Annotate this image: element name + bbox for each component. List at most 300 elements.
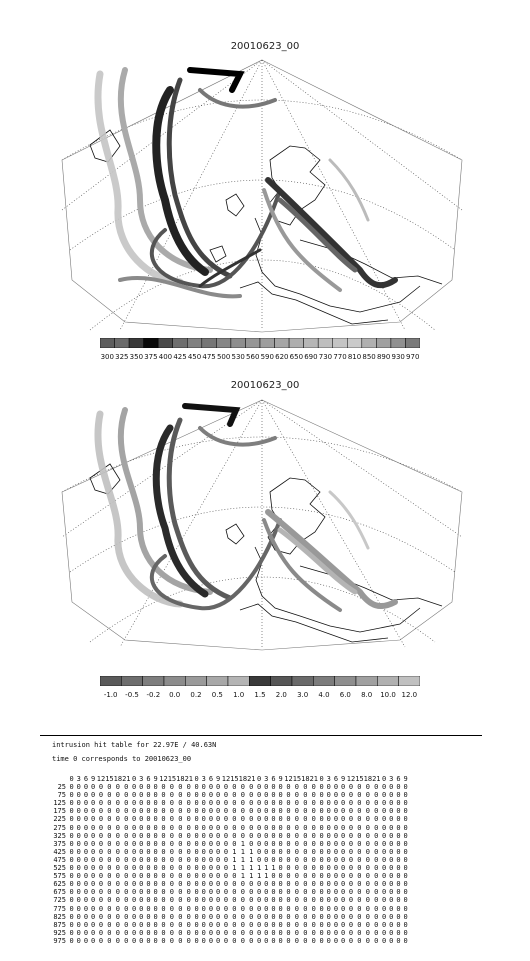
- hit-cell: 0: [139, 855, 144, 864]
- hit-cell: 0: [91, 936, 96, 945]
- hit-cell: 0: [389, 823, 394, 832]
- hit-cell: 0: [161, 783, 166, 792]
- hit-cell: 0: [278, 807, 283, 816]
- hit-cell: 0: [107, 791, 112, 800]
- hit-cell: 0: [341, 936, 346, 945]
- hit-cell: 0: [264, 807, 269, 816]
- hit-cell: 0: [381, 880, 387, 889]
- hit-cell: 0: [256, 799, 262, 808]
- hit-cell: 0: [256, 831, 262, 840]
- hit-cell: 0: [161, 839, 166, 848]
- colorbar-swatch: [333, 338, 348, 348]
- hit-cell: 0: [271, 831, 276, 840]
- hit-cell: 0: [341, 791, 346, 800]
- colorbar-swatch: [216, 338, 231, 348]
- hit-cell: 0: [201, 855, 206, 864]
- colorbar-swatch: [228, 676, 249, 686]
- hit-cell: 0: [333, 904, 339, 913]
- hit-cell: 0: [201, 839, 206, 848]
- hit-cell: 0: [107, 936, 112, 945]
- hit-cell: 0: [186, 823, 191, 832]
- hit-cell: 0: [146, 864, 151, 873]
- hit-cell: 0: [76, 839, 81, 848]
- colorbar-label: 2.0: [275, 691, 287, 699]
- hit-cell: 0: [201, 920, 206, 929]
- map-title-1: 20010623_00: [230, 41, 300, 52]
- hit-cell: 0: [83, 791, 89, 800]
- hit-cell: 0: [303, 920, 308, 929]
- hit-cell: 0: [169, 928, 175, 937]
- hit-cell: 0: [333, 855, 339, 864]
- hit-cell: 0: [161, 880, 166, 889]
- hit-cell: 0: [76, 799, 81, 808]
- hit-cell: 0: [186, 936, 191, 945]
- hit-cell: 0: [83, 872, 89, 881]
- hit-cell: 0: [333, 823, 339, 832]
- hit-cell: 0: [201, 791, 206, 800]
- table-row: [44, 864, 409, 872]
- column-header: 0: [381, 775, 387, 783]
- hit-cell: 0: [333, 896, 339, 905]
- hit-cell: 0: [333, 888, 339, 897]
- hit-cell: 0: [69, 920, 74, 929]
- hit-cell: 0: [365, 888, 370, 897]
- hit-cell: 0: [208, 912, 214, 921]
- hit-cell: 0: [194, 807, 199, 816]
- hit-cell: 0: [381, 904, 387, 913]
- colorbar-label: 475: [202, 353, 216, 361]
- hit-cell: 0: [396, 855, 401, 864]
- colorbar-label: 0.0: [169, 691, 181, 699]
- hit-cell: 0: [194, 847, 199, 856]
- colorbar-label: 6.0: [339, 691, 351, 699]
- column-header: 15: [292, 775, 302, 783]
- column-header: 9: [153, 775, 158, 783]
- hit-cell: 1: [240, 847, 245, 856]
- hit-cell: 0: [278, 823, 283, 832]
- hit-cell: 0: [98, 872, 104, 881]
- hit-cell: 0: [107, 799, 112, 808]
- colorbar-swatch: [304, 338, 319, 348]
- colorbar-swatch: [100, 676, 121, 686]
- hit-cell: 0: [403, 823, 408, 832]
- hit-cell: 0: [139, 888, 144, 897]
- hit-cell: 0: [146, 815, 151, 824]
- hit-cell: 0: [294, 864, 300, 873]
- hit-cell: 0: [303, 928, 308, 937]
- hit-cell: 0: [194, 783, 199, 792]
- column-header: 6: [333, 775, 339, 783]
- hit-cell: 0: [240, 815, 245, 824]
- colorbar-label: 0.2: [190, 691, 202, 699]
- hit-cell: 0: [201, 888, 206, 897]
- hit-cell: 0: [278, 896, 283, 905]
- colorbar-label: 930: [391, 353, 405, 361]
- hit-cell: 0: [341, 783, 346, 792]
- colorbar-swatch: [144, 338, 159, 348]
- table-row: [44, 888, 409, 896]
- hit-cell: 0: [161, 920, 166, 929]
- hit-cell: 0: [365, 831, 370, 840]
- hit-cell: 0: [389, 888, 394, 897]
- hit-cell: 0: [115, 928, 120, 937]
- hit-cell: 0: [146, 847, 151, 856]
- hit-cell: 0: [240, 920, 245, 929]
- hit-cell: 0: [319, 831, 324, 840]
- hit-cell: 0: [131, 823, 137, 832]
- hit-cell: 0: [186, 791, 191, 800]
- hit-cell: 0: [357, 920, 362, 929]
- hit-cell: 0: [264, 880, 269, 889]
- hit-cell: 0: [365, 936, 370, 945]
- hit-cell: 0: [374, 904, 379, 913]
- colorbar-label: 375: [144, 353, 158, 361]
- hit-cell: 0: [348, 936, 354, 945]
- hit-cell: 0: [333, 815, 339, 824]
- hit-cell: 0: [365, 872, 370, 881]
- column-header: 18: [301, 775, 310, 783]
- hit-cell: 0: [232, 888, 237, 897]
- hit-cell: 0: [208, 807, 214, 816]
- hit-cell: 0: [83, 823, 89, 832]
- hit-cell: 0: [286, 807, 291, 816]
- hit-cell: 0: [278, 839, 283, 848]
- hit-cell: 0: [286, 936, 291, 945]
- hit-cell: 0: [341, 912, 346, 921]
- hit-cell: 0: [115, 847, 120, 856]
- trajectory-map-pressure: [0, 50, 530, 380]
- hit-cell: 0: [374, 847, 379, 856]
- hit-cell: 0: [223, 888, 229, 897]
- hit-cell: 0: [357, 888, 362, 897]
- hit-cell: 0: [69, 904, 74, 913]
- hit-cell: 0: [194, 936, 199, 945]
- hit-cell: 0: [232, 799, 237, 808]
- hit-cell: 0: [341, 920, 346, 929]
- hit-cell: 0: [115, 839, 120, 848]
- hit-cell: 0: [161, 872, 166, 881]
- hit-cell: 0: [286, 904, 291, 913]
- column-header: 15: [167, 775, 177, 783]
- hit-cell: 0: [389, 896, 394, 905]
- hit-cell: 0: [396, 823, 401, 832]
- hit-cell: 0: [357, 872, 362, 881]
- hit-cell: 0: [264, 791, 269, 800]
- hit-cell: 0: [161, 912, 166, 921]
- hit-cell: 0: [381, 807, 387, 816]
- hit-cell: 0: [107, 783, 112, 792]
- hit-cell: 0: [153, 823, 158, 832]
- hit-cell: 0: [294, 896, 300, 905]
- hit-cell: 0: [249, 823, 254, 832]
- hit-cell: 0: [271, 912, 276, 921]
- hit-cell: 0: [357, 912, 362, 921]
- hit-cell: 0: [161, 831, 166, 840]
- hit-cell: 0: [201, 823, 206, 832]
- hit-cell: 0: [389, 839, 394, 848]
- hit-cell: 0: [232, 896, 237, 905]
- hit-cell: 0: [403, 791, 408, 800]
- hit-cell: 0: [278, 783, 283, 792]
- column-header: 21: [309, 775, 318, 783]
- hit-cell: 0: [278, 888, 283, 897]
- column-header: 9: [403, 775, 408, 783]
- hit-cell: 0: [348, 896, 354, 905]
- hit-cell: 0: [294, 847, 300, 856]
- hit-cell: 0: [326, 920, 331, 929]
- hit-cell: 0: [311, 815, 316, 824]
- colorbar-label: 8.0: [361, 691, 373, 699]
- hit-cell: 0: [303, 831, 308, 840]
- colorbar-swatch: [377, 676, 398, 686]
- hit-cell: 0: [311, 912, 316, 921]
- hit-cell: 0: [208, 791, 214, 800]
- hit-cell: 0: [178, 896, 183, 905]
- hit-cell: 0: [256, 880, 262, 889]
- row-level-label: 175: [53, 807, 66, 816]
- hit-cell: 0: [271, 936, 276, 945]
- hit-cell: 0: [131, 799, 137, 808]
- colorbar-label: 400: [158, 353, 173, 361]
- hit-cell: 0: [271, 807, 276, 816]
- hit-cell: 0: [232, 904, 237, 913]
- hit-cell: 0: [264, 904, 269, 913]
- hit-cell: 0: [194, 896, 199, 905]
- table-row: [44, 848, 409, 856]
- hit-cell: 0: [311, 807, 316, 816]
- hit-cell: 0: [107, 847, 112, 856]
- hit-cell: 0: [107, 855, 112, 864]
- hit-cell: 0: [326, 936, 331, 945]
- hit-cell: 0: [271, 880, 276, 889]
- hit-cell: 0: [216, 880, 221, 889]
- hit-cell: 0: [115, 807, 120, 816]
- hit-cell: 0: [107, 928, 112, 937]
- hit-cell: 0: [319, 920, 324, 929]
- table-row: [44, 929, 409, 937]
- hit-cell: 0: [107, 872, 112, 881]
- hit-cell: 0: [365, 839, 370, 848]
- hit-cell: 0: [223, 847, 229, 856]
- hit-cell: 0: [319, 864, 324, 873]
- hit-cell: 0: [381, 855, 387, 864]
- hit-cell: 0: [91, 904, 96, 913]
- hit-cell: 0: [303, 791, 308, 800]
- hit-cell: 0: [348, 791, 354, 800]
- hit-cell: 0: [115, 855, 120, 864]
- hit-cell: 0: [146, 880, 151, 889]
- hit-cell: 0: [271, 904, 276, 913]
- hit-cell: 0: [271, 888, 276, 897]
- hit-cell: 0: [146, 839, 151, 848]
- hit-cell: 0: [186, 807, 191, 816]
- hit-cell: 0: [98, 783, 104, 792]
- hit-cell: 0: [178, 928, 183, 937]
- hit-cell: 0: [91, 896, 96, 905]
- hit-cell: 0: [249, 807, 254, 816]
- colorbar-2: [100, 671, 420, 699]
- hit-cell: 0: [403, 888, 408, 897]
- hit-cell: 0: [115, 864, 120, 873]
- column-header: 15: [230, 775, 239, 783]
- hit-cell: 0: [303, 904, 308, 913]
- hit-cell: 0: [232, 920, 237, 929]
- hit-cell: 0: [232, 815, 237, 824]
- hit-cell: 0: [232, 912, 237, 921]
- column-header: 18: [238, 775, 248, 783]
- hit-cell: 0: [389, 783, 394, 792]
- colorbar-label: 770: [333, 353, 347, 361]
- hit-cell: 0: [396, 920, 401, 929]
- hit-cell: 0: [98, 864, 104, 873]
- hit-cell: 0: [311, 864, 316, 873]
- hit-cell: 0: [403, 936, 408, 945]
- hit-cell: 1: [240, 855, 245, 864]
- colorbar-swatch: [202, 338, 217, 348]
- hit-cell: 0: [294, 888, 300, 897]
- hit-cell: 0: [201, 799, 206, 808]
- colorbar-1: [100, 333, 420, 361]
- hit-cell: 0: [348, 807, 354, 816]
- hit-cell: 0: [311, 831, 316, 840]
- hit-cell: 0: [139, 783, 144, 792]
- column-header: 9: [216, 775, 221, 783]
- hit-cell: 0: [107, 831, 112, 840]
- hit-cell: 0: [107, 864, 112, 873]
- hit-cell: 0: [98, 807, 104, 816]
- hit-cell: 0: [178, 888, 183, 897]
- hit-cell: 0: [146, 896, 151, 905]
- colorbar-swatch: [292, 676, 313, 686]
- hit-cell: 0: [124, 928, 129, 937]
- hit-cell: 0: [139, 896, 144, 905]
- hit-cell: 0: [146, 855, 151, 864]
- hit-cell: 0: [178, 855, 183, 864]
- hit-cell: 0: [178, 920, 183, 929]
- column-header: 18: [363, 775, 373, 783]
- hit-cell: 0: [403, 799, 408, 808]
- row-level-label: 425: [53, 847, 66, 856]
- hit-cell: 0: [69, 855, 74, 864]
- hit-cell: 0: [161, 928, 166, 937]
- hit-cell: 0: [396, 847, 401, 856]
- hit-cell: 0: [286, 831, 291, 840]
- hit-cell: 0: [333, 912, 339, 921]
- hit-cell: 0: [396, 928, 401, 937]
- hit-cell: 0: [91, 847, 96, 856]
- hit-cell: 0: [303, 783, 308, 792]
- hit-cell: 0: [69, 896, 74, 905]
- hit-cell: 0: [271, 920, 276, 929]
- hit-cell: 0: [278, 904, 283, 913]
- hit-cell: 0: [186, 864, 191, 873]
- hit-cell: 0: [161, 855, 166, 864]
- hit-cell: 0: [208, 880, 214, 889]
- hit-cell: 0: [208, 872, 214, 881]
- table-row: [44, 807, 409, 815]
- hit-cell: 0: [389, 880, 394, 889]
- hit-cell: 0: [256, 855, 262, 864]
- hit-cell: 0: [91, 815, 96, 824]
- hit-cell: 0: [107, 912, 112, 921]
- hit-cell: 0: [69, 791, 74, 800]
- hit-cell: 0: [124, 896, 129, 905]
- hit-cell: 0: [232, 872, 237, 881]
- hit-cell: 0: [278, 831, 283, 840]
- row-level-label: 625: [53, 880, 66, 889]
- hit-cell: 0: [240, 880, 245, 889]
- hit-cell: 0: [326, 904, 331, 913]
- hit-cell: 0: [341, 896, 346, 905]
- hit-cell: 0: [374, 928, 379, 937]
- hit-cell: 0: [403, 904, 408, 913]
- hit-cell: 0: [161, 815, 166, 824]
- hit-cell: 0: [161, 936, 166, 945]
- hit-cell: 0: [396, 896, 401, 905]
- hit-cell: 0: [303, 872, 308, 881]
- hit-cell: 0: [107, 896, 112, 905]
- hit-cell: 0: [365, 807, 370, 816]
- hit-cell: 0: [216, 855, 221, 864]
- hit-cell: 0: [348, 928, 354, 937]
- hit-cell: 0: [319, 799, 324, 808]
- hit-cell: 0: [194, 864, 199, 873]
- table-row: [44, 905, 409, 913]
- row-level-label: 675: [53, 888, 66, 897]
- hit-cell: 0: [201, 936, 206, 945]
- hit-cell: 0: [201, 896, 206, 905]
- hit-cell: 0: [271, 823, 276, 832]
- hit-cell: 0: [124, 855, 129, 864]
- hit-cell: 0: [240, 823, 245, 832]
- hit-cell: 0: [223, 839, 229, 848]
- hit-cell: 0: [76, 896, 81, 905]
- hit-cell: 0: [115, 880, 120, 889]
- hit-cell: 0: [153, 839, 158, 848]
- hit-cell: 0: [124, 904, 129, 913]
- hit-cell: 0: [76, 904, 81, 913]
- table-row: [44, 921, 409, 929]
- hit-cell: 0: [326, 855, 331, 864]
- hit-cell: 0: [124, 880, 129, 889]
- hit-cell: 0: [83, 904, 89, 913]
- hit-cell: 0: [311, 880, 316, 889]
- hit-cell: 0: [319, 936, 324, 945]
- hit-cell: 1: [240, 864, 245, 873]
- hit-cell: 0: [348, 888, 354, 897]
- hit-cell: 0: [357, 799, 362, 808]
- hit-cell: 0: [348, 855, 354, 864]
- hit-cell: 0: [124, 864, 129, 873]
- colorbar-swatch: [318, 338, 333, 348]
- hit-cell: 0: [178, 880, 183, 889]
- hit-cell: 0: [153, 807, 158, 816]
- hit-cell: 0: [216, 864, 221, 873]
- table-row: [44, 840, 409, 848]
- column-header: 6: [83, 775, 89, 783]
- hit-cell: 0: [131, 864, 137, 873]
- hit-cell: 0: [264, 783, 269, 792]
- hit-cell: 0: [348, 815, 354, 824]
- hit-cell: 0: [124, 799, 129, 808]
- hit-cell: 0: [374, 920, 379, 929]
- colorbar-label: 730: [318, 353, 333, 361]
- hit-cell: 0: [319, 888, 324, 897]
- hit-cell: 0: [303, 839, 308, 848]
- colorbar-label: 500: [216, 353, 231, 361]
- hit-cell: 0: [294, 920, 300, 929]
- hit-cell: 0: [153, 888, 158, 897]
